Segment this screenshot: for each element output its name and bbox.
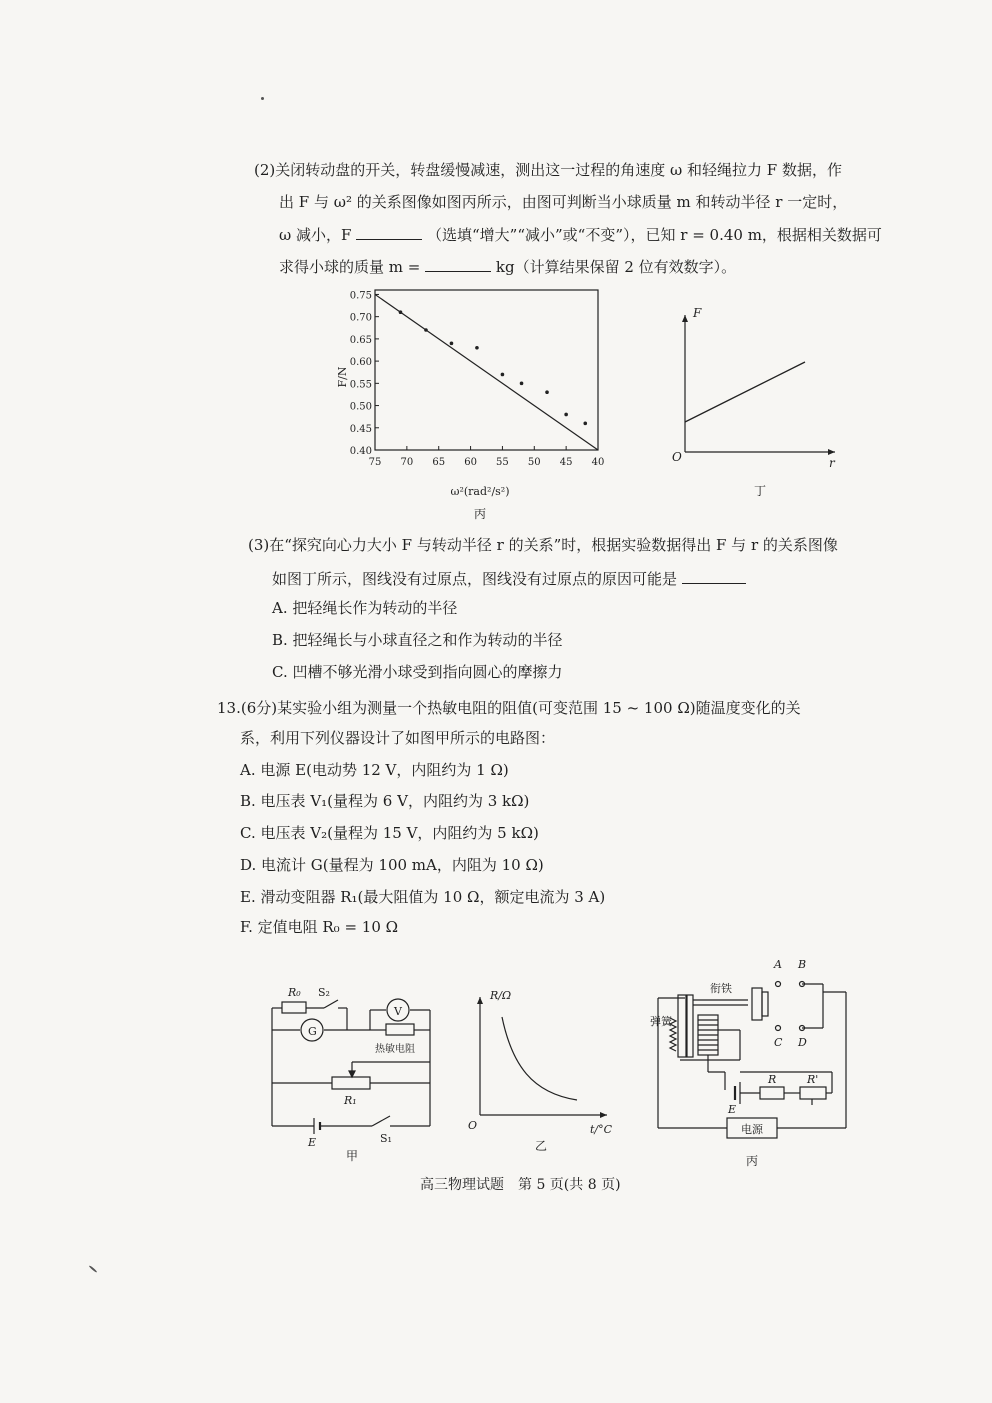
f-r-chart (660, 305, 850, 505)
caption-yi: 乙 (535, 1139, 548, 1153)
q2-line-2: 出 F 与 ω² 的关系图像如图丙所示，由图可判断当小球质量 m 和转动半径 r 一定时， (279, 193, 848, 211)
q2-line-4b: kg（计算结果保留 2 位有效数字）。 (495, 258, 737, 276)
q13-item-b: B. 电压表 V₁(量程为 6 V，内阻约为 3 kΩ) (240, 792, 530, 810)
f-omega-chart (330, 285, 620, 525)
x-tick-label: 45 (559, 457, 573, 468)
label-s2: S₂ (318, 986, 330, 999)
q2-line-1: (2)关闭转动盘的开关，转盘缓慢减速，测出这一过程的角速度 ω 和轻绳拉力 F 数据，作 (254, 161, 842, 179)
r-t-graph-yi (462, 985, 622, 1165)
y-tick-label: 0.55 (349, 379, 372, 391)
caption-jia: 甲 (346, 1149, 359, 1163)
answer-blank-3 (682, 568, 746, 584)
ding-xlabel: r (829, 456, 835, 470)
q3-option-b: B. 把轻绳长与小球直径之和作为转动的半径 (272, 631, 563, 649)
label-r: R (768, 1073, 777, 1086)
yi-origin: O (468, 1119, 478, 1132)
label-d: D (798, 1036, 807, 1049)
q3-option-a: A. 把轻绳长作为转动的半径 (272, 599, 458, 617)
label-power: 电源 (741, 1123, 763, 1136)
x-tick-label: 40 (591, 457, 605, 468)
label-r1: R₁ (344, 1094, 357, 1107)
caption-bing2: 丙 (745, 1154, 759, 1168)
label-spring: 弹簧 (650, 1015, 672, 1028)
data-point (424, 328, 428, 332)
label-g: G (308, 1025, 317, 1038)
q2-line-4 (279, 256, 736, 277)
q2-line-3 (279, 224, 882, 245)
q3-option-c: C. 凹槽不够光滑小球受到指向圆心的摩擦力 (272, 663, 563, 681)
f-r-line (685, 362, 805, 422)
q13-line-1: 13.(6分)某实验小组为测量一个热敏电阻的阻值(可变范围 15 ~ 100 Ω)随温度变化的关 (217, 699, 801, 717)
q13-item-d: D. 电流计 G(量程为 100 mA，内阻为 10 Ω) (240, 856, 544, 874)
label-b: B (798, 958, 807, 971)
q3-line-2 (272, 568, 746, 589)
data-point (450, 342, 454, 346)
q3-line-1: (3)在“探究向心力大小 F 与转动半径 r 的关系”时，根据实验数据得出 F 与 r 的关系图像 (248, 536, 838, 554)
data-point (399, 310, 403, 314)
x-tick-label: 65 (432, 457, 446, 468)
data-point (501, 373, 505, 377)
q13-line-2: 系，利用下列仪器设计了如图甲所示的电路图： (240, 729, 556, 747)
data-point (475, 346, 479, 350)
label-r0: R₀ (288, 986, 301, 999)
answer-blank-2 (425, 256, 491, 272)
chart-ylabel: F/N (336, 366, 349, 388)
chart-xlabel: ω²(rad²/s²) (450, 485, 510, 498)
label-v: V (394, 1005, 402, 1018)
x-tick-label: 55 (496, 457, 509, 468)
label-e: E (308, 1136, 317, 1149)
q13-item-c: C. 电压表 V₂(量程为 15 V，内阻约为 5 kΩ) (240, 824, 539, 842)
ding-caption: 丁 (753, 484, 767, 498)
y-tick-label: 0.40 (349, 446, 372, 457)
y-tick-label: 0.45 (349, 423, 372, 435)
label-rp: R' (807, 1073, 819, 1086)
relay-diagram-bing (640, 950, 855, 1175)
y-tick-label: 0.65 (349, 334, 372, 346)
y-tick-label: 0.75 (349, 290, 372, 302)
q2-line-4a: 求得小球的质量 m = (279, 258, 421, 276)
page-footer: 高三物理试题 第 5 页(共 8 页) (420, 1177, 621, 1193)
q3-line-2-text: 如图丁所示，图线没有过原点，图线没有过原点的原因可能是 (272, 570, 678, 588)
y-tick-label: 0.70 (349, 312, 372, 324)
label-e2: E (728, 1103, 737, 1116)
answer-blank-1 (356, 224, 422, 240)
x-tick-label: 60 (464, 457, 477, 468)
label-armature: 衔铁 (710, 982, 732, 995)
data-point (520, 382, 524, 386)
label-s1: S₁ (380, 1132, 392, 1145)
data-point (545, 390, 549, 394)
y-tick-label: 0.60 (349, 357, 372, 369)
scan-speck (261, 97, 264, 100)
data-point (564, 413, 568, 417)
yi-xlabel: t/°C (590, 1123, 613, 1136)
q13-item-a: A. 电源 E(电动势 12 V，内阻约为 1 Ω) (240, 761, 509, 779)
y-tick-label: 0.50 (349, 401, 372, 413)
label-thermistor: 热敏电阻 (375, 1044, 415, 1055)
q2-line-3b: （选填“增大”“减小”或“不变”），已知 r = 0.40 m，根据相关数据可 (426, 226, 882, 244)
scan-mark (89, 1265, 98, 1273)
fit-line (375, 294, 598, 450)
ding-origin: O (672, 450, 682, 464)
chart-caption: 丙 (473, 507, 487, 521)
label-c: C (774, 1036, 783, 1049)
x-tick-label: 75 (368, 457, 382, 468)
label-a: A (774, 958, 782, 971)
data-point (583, 422, 587, 426)
x-tick-label: 50 (527, 457, 541, 468)
ding-ylabel: F (693, 306, 702, 320)
q2-line-3a: ω 减小，F (279, 226, 352, 244)
yi-ylabel: R/Ω (490, 989, 512, 1002)
q13-item-f: F. 定值电阻 R₀ = 10 Ω (240, 918, 399, 936)
x-tick-label: 70 (400, 457, 414, 468)
circuit-diagram-jia (262, 978, 442, 1163)
q13-item-e: E. 滑动变阻器 R₁(最大阻值为 10 Ω，额定电流为 3 A) (240, 888, 606, 906)
